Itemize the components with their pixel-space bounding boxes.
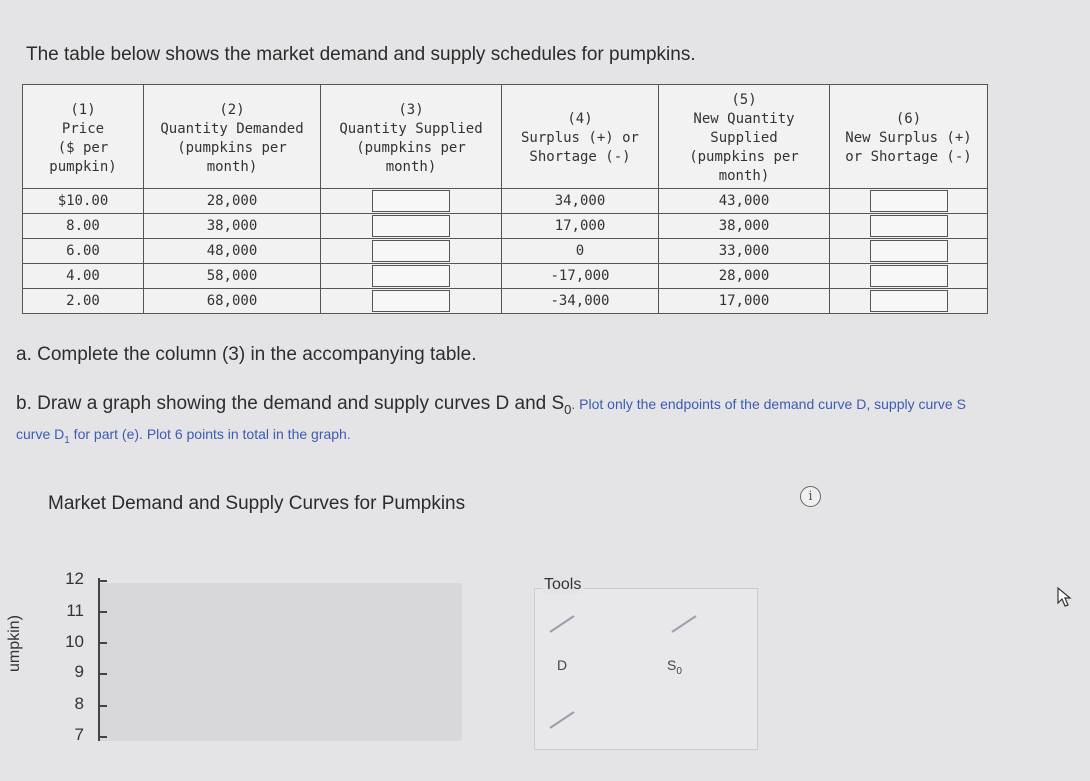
new-surplus-cell [830,264,988,289]
qs-cell [321,189,502,214]
col-header-new-qs: (5) New Quantity Supplied (pumpkins per month) [659,85,830,189]
line-tool-icon [666,612,702,636]
y-tick-label: 11 [66,601,84,620]
y-tick-mark [100,580,107,582]
info-icon[interactable]: i [800,486,821,507]
new-qs-cell: 43,000 [659,189,830,214]
y-tick-label: 9 [74,662,84,681]
question-b-instructions: . Plot only the endpoints of the demand curve D, supply curve S [571,396,966,412]
qd-cell: 58,000 [144,264,321,289]
col-header-qd: (2) Quantity Demanded (pumpkins per month) [144,85,321,189]
new-surplus-input[interactable] [870,190,948,212]
tool-demand-label: D [557,657,568,673]
new-surplus-cell [830,289,988,314]
qs-cell [321,239,502,264]
surplus-cell: 0 [502,239,659,264]
qs-input[interactable] [372,240,450,262]
y-tick-mark [100,642,107,644]
new-surplus-input[interactable] [870,265,948,287]
new-surplus-input[interactable] [870,215,948,237]
surplus-cell: 34,000 [502,189,659,214]
new-surplus-cell [830,214,988,239]
col-header-new-surplus: (6) New Surplus (+) or Shortage (-) [830,85,988,189]
price-cell: 6.00 [23,239,144,264]
question-b-subscript: 0 [564,401,572,417]
col-header-price: (1) Price ($ per pumpkin) [23,85,144,189]
chart-title: Market Demand and Supply Curves for Pumpkins [48,493,466,514]
qs-cell [321,264,502,289]
graph-canvas[interactable] [100,583,462,741]
y-tick-label: 7 [74,725,84,744]
price-cell: $10.00 [23,189,144,214]
new-qs-cell: 38,000 [659,214,830,239]
table-row [23,289,988,314]
y-tick-mark [100,611,107,613]
price-cell: 4.00 [23,264,144,289]
tool-line[interactable] [544,708,580,737]
col-header-qs: (3) Quantity Supplied (pumpkins per month) [321,85,502,189]
qs-input[interactable] [372,265,450,287]
question-b [16,393,966,417]
table-row [23,214,988,239]
line-tool-icon [544,708,580,732]
col-header-surplus: (4) Surplus (+) or Shortage (-) [502,85,659,189]
tool-supply-line[interactable] [666,612,702,641]
mouse-cursor-icon [1056,586,1072,613]
y-tick-mark [100,673,107,675]
table-row [23,239,988,264]
qd-cell: 38,000 [144,214,321,239]
tool-supply-label: $S_0$ [667,657,682,677]
new-surplus-cell [830,239,988,264]
price-cell: 2.00 [23,289,144,314]
surplus-cell: -17,000 [502,264,659,289]
price-cell: 8.00 [23,214,144,239]
y-axis [98,578,100,741]
y-axis-label: umpkin) [6,615,23,672]
tools-label: Tools [544,576,582,593]
table-row [23,264,988,289]
y-tick-label: 8 [74,694,84,713]
question-b-main: b. Draw a graph showing the demand and supply curves D and S [16,393,565,414]
new-surplus-cell [830,189,988,214]
surplus-cell: -34,000 [502,289,659,314]
qs-cell [321,214,502,239]
qd-cell: 28,000 [144,189,321,214]
y-tick-label: 10 [65,632,84,651]
new-qs-cell: 17,000 [659,289,830,314]
schedule-table [22,84,988,314]
question-a: a. Complete the column (3) in the accompanying table. [16,344,477,365]
qs-input[interactable] [372,290,450,312]
qd-cell: 68,000 [144,289,321,314]
tool-demand-line[interactable] [544,612,580,641]
qd-cell: 48,000 [144,239,321,264]
new-surplus-input[interactable] [870,290,948,312]
new-surplus-input[interactable] [870,240,948,262]
table-header-row [23,85,988,189]
y-tick-label: 12 [65,569,84,588]
table-row [23,189,988,214]
qs-input[interactable] [372,190,450,212]
surplus-cell: 17,000 [502,214,659,239]
question-b-line2: curve $D_1$ for part (e). Plot 6 points in total in the graph. [16,426,351,446]
y-tick-mark [100,705,107,707]
y-tick-mark [100,736,107,738]
new-qs-cell: 33,000 [659,239,830,264]
intro-text: The table below shows the market demand and supply schedules for pumpkins. [26,44,696,65]
new-qs-cell: 28,000 [659,264,830,289]
line-tool-icon [544,612,580,636]
qs-input[interactable] [372,215,450,237]
qs-cell [321,289,502,314]
